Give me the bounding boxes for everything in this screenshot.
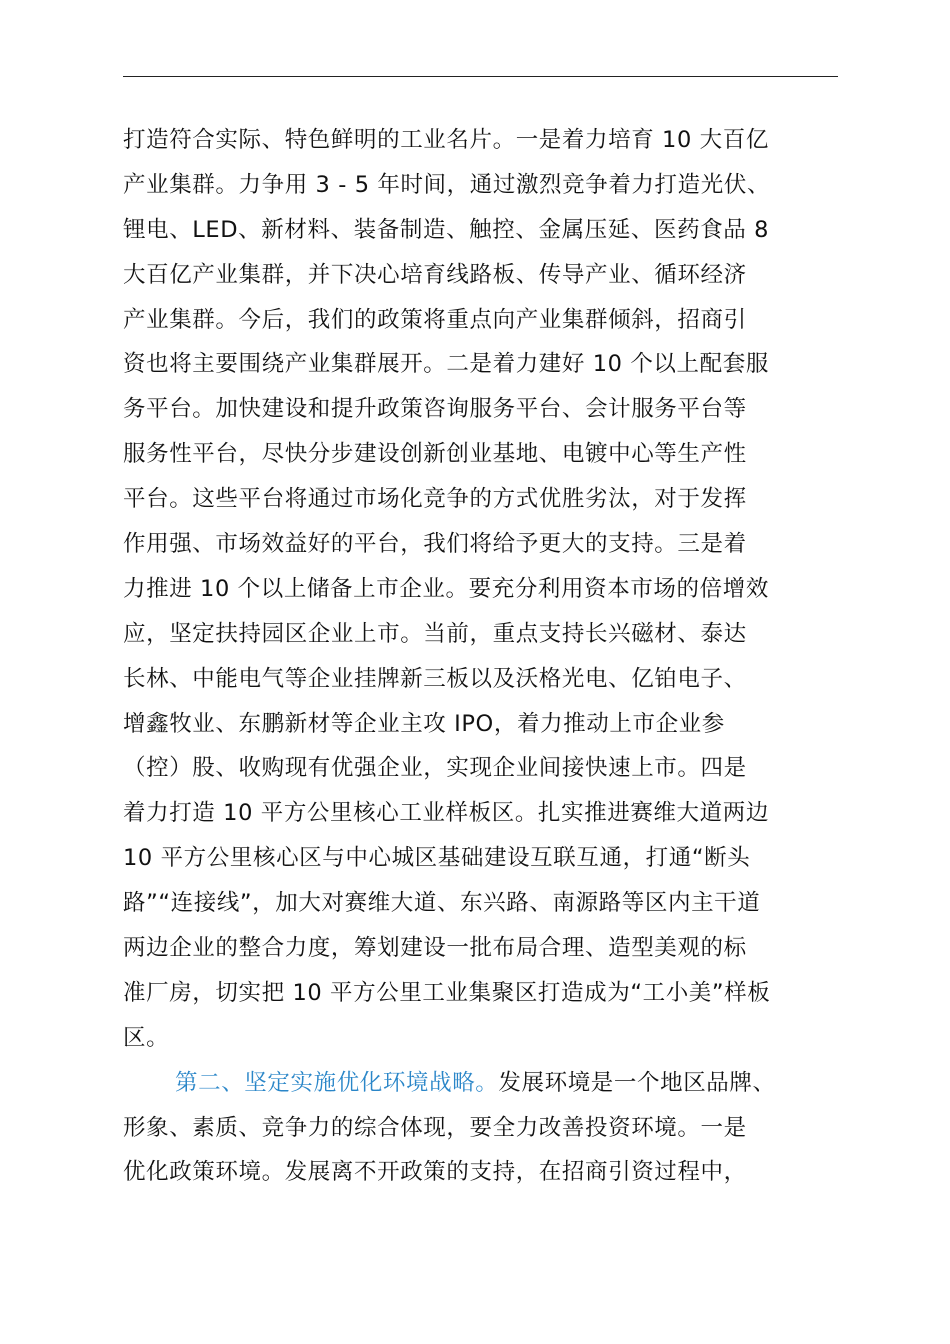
paragraph-1-line: 作用强、市场效益好的平台，我们将给予更大的支持。三是着 (123, 531, 747, 558)
paragraph-1-line: 应，坚定扶持园区企业上市。当前，重点支持长兴磁材、泰达 (123, 620, 747, 647)
paragraph-1-line: 长林、中能电气等企业挂牌新三板以及沃格光电、亿铂电子、 (123, 665, 747, 692)
paragraph-1-line: 产业集群。力争用 3 - 5 年时间，通过激烈竞争着力打造光伏、 (123, 171, 771, 198)
paragraph-1-line: 增鑫牧业、东鹏新材等企业主攻 IPO，着力推动上市企业参 (123, 710, 725, 737)
paragraph-1-line: 服务性平台，尽快分步建设创新创业基地、电镀中心等生产性 (123, 441, 747, 468)
paragraph-1-line: 产业集群。今后，我们的政策将重点向产业集群倾斜，招商引 (123, 306, 747, 333)
header-rule (123, 76, 838, 77)
paragraph-1-line: 准厂房，切实把 10 平方公里工业集聚区打造成为“工小美”样板 (123, 979, 771, 1006)
paragraph-1-line: 务平台。加快建设和提升政策咨询服务平台、会计服务平台等 (123, 396, 747, 423)
paragraph-1-line: 大百亿产业集群，并下决心培育线路板、传导产业、循环经济 (123, 261, 747, 288)
paragraph-1-line: 10 平方公里核心区与中心城区基础建设互联互通，打通“断头 (123, 845, 751, 872)
paragraph-1-line: 锂电、LED、新材料、装备制造、触控、金属压延、医药食品 8 (123, 216, 770, 243)
paragraph-1-line: 平台。这些平台将通过市场化竞争的方式优胜劣汰，对于发挥 (123, 486, 747, 513)
paragraph-2-line: 形象、素质、竞争力的综合体现，要全力改善投资环境。一是 (123, 1114, 747, 1141)
paragraph-1-line: 区。 (123, 1024, 170, 1051)
paragraph-2-first-line-rest: 发展环境是一个地区品牌、 (498, 1069, 776, 1096)
paragraph-1-line: 力推进 10 个以上储备上市企业。要充分利用资本市场的倍增效 (123, 575, 769, 602)
section-heading: 第二、坚定实施优化环境战略。 (175, 1069, 499, 1096)
paragraph-2-first-line (123, 1061, 845, 1106)
paragraph-2-line: 优化政策环境。发展离不开政策的支持，在招商引资过程中， (123, 1159, 747, 1186)
paragraph-1-line: 两边企业的整合力度，筹划建设一批布局合理、造型美观的标 (123, 935, 747, 962)
paragraph-1-line: 打造符合实际、特色鲜明的工业名片。一是着力培育 10 大百亿 (123, 127, 769, 153)
paragraph-1-line: 资也将主要围绕产业集群展开。二是着力建好 10 个以上配套服 (123, 351, 769, 378)
paragraph-1-line: 路”“连接线”，加大对赛维大道、东兴路、南源路等区内主干道 (123, 890, 761, 917)
paragraph-1-line: （控）股、收购现有优强企业，实现企业间接快速上市。四是 (123, 755, 747, 782)
body-text (123, 118, 845, 1195)
paragraph-1-line: 着力打造 10 平方公里核心工业样板区。扎实推进赛维大道两边 (123, 800, 769, 827)
